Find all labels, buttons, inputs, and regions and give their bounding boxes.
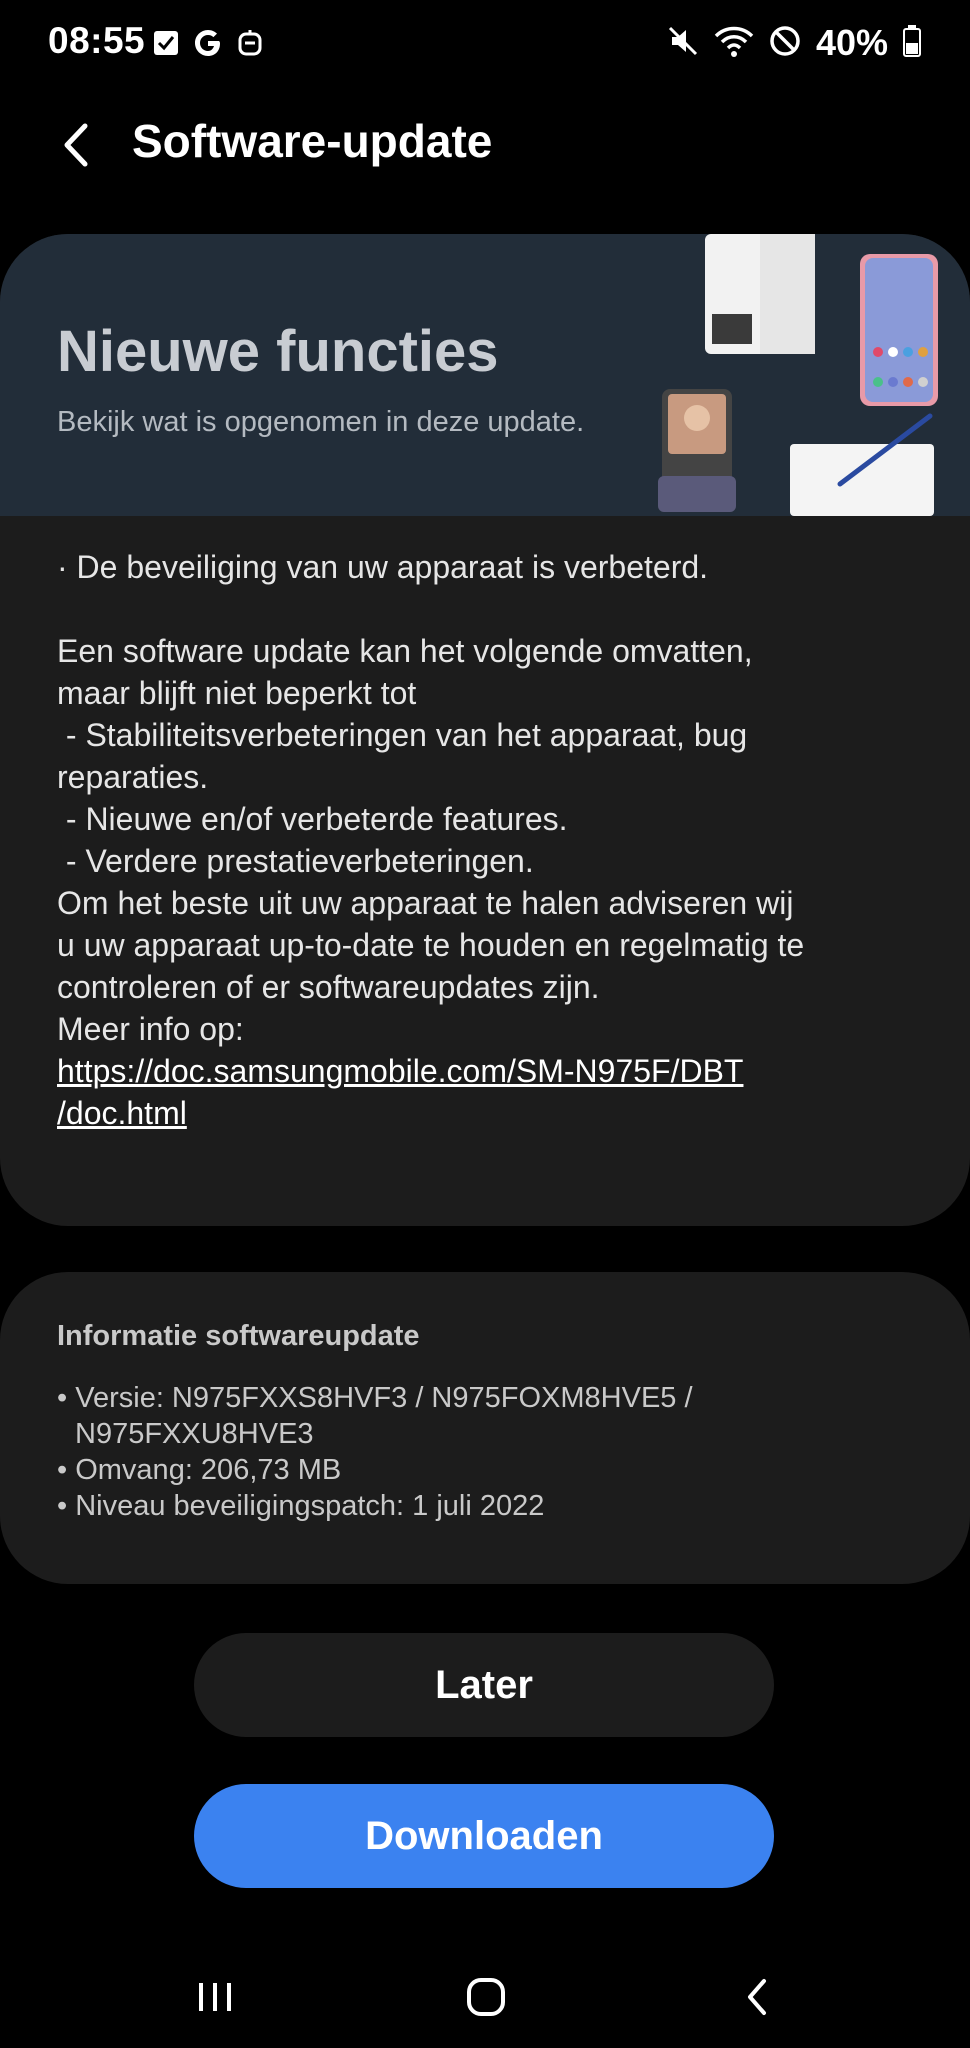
wifi-icon: [714, 24, 754, 63]
update-size: • Omvang: 206,73 MB: [57, 1452, 693, 1488]
mute-icon: [666, 24, 700, 63]
more-info-label: Meer info op:: [57, 1011, 244, 1047]
do-not-disturb-icon: [768, 24, 802, 63]
download-button[interactable]: Downloaden: [194, 1784, 774, 1888]
home-icon: [465, 1976, 507, 2018]
home-button[interactable]: [451, 1962, 521, 2032]
release-notes: [57, 546, 917, 1134]
update-info-list: [57, 1380, 693, 1524]
battery-percentage: 40%: [815, 22, 888, 63]
update-patch-level: • Niveau beveiligingspatch: 1 juli 2022: [57, 1488, 693, 1524]
release-notes-text: · De beveiliging van uw apparaat is verbeterd. Een software update kan het volgende omvatten, maar blijft niet beperkt tot - Stabiliteitsverbeteringen van het apparaat, bug reparaties. - Nieuwe en/of verbeterde features. - Verdere prestatieverbeteringen. Om het beste uit uw apparaat te halen adviseren wij u uw apparaat up-to-date te houden en regelmatig te controleren of er softwareupdates zijn.: [57, 549, 805, 1005]
banner-subtitle: Bekijk wat is opgenomen in deze update.: [57, 406, 585, 438]
page-title: Software-update: [132, 115, 493, 167]
release-notes-card: [0, 234, 970, 1226]
back-button[interactable]: [40, 110, 110, 180]
back-nav-button[interactable]: [722, 1962, 792, 2032]
later-button[interactable]: Later: [194, 1633, 774, 1737]
documentation-link-line2: /doc.html: [57, 1095, 187, 1131]
update-info-title: Informatie softwareupdate: [57, 1320, 420, 1352]
google-icon: [193, 28, 223, 63]
banner-title: Nieuwe functies: [57, 319, 499, 384]
back-nav-icon: [742, 1977, 772, 2017]
status-right-icons: [666, 22, 922, 64]
back-arrow-icon: [57, 120, 93, 170]
update-info-card: [0, 1272, 970, 1584]
update-version-cont: N975FXXU8HVE3: [75, 1418, 314, 1450]
battery-icon: [902, 24, 922, 63]
robot-notification-icon: [237, 28, 263, 63]
update-version-text: Versie: N975FXXS8HVF3 / N975FOXM8HVE5 /: [75, 1382, 693, 1414]
status-left-icons: [153, 28, 263, 63]
recent-apps-icon: [195, 1979, 235, 2015]
checkbox-notification-icon: [153, 29, 179, 62]
recent-apps-button[interactable]: [180, 1962, 250, 2032]
status-bar: [0, 0, 970, 92]
status-time: 08:55: [48, 20, 146, 61]
documentation-link-line1: https://doc.samsungmobile.com/SM-N975F/DBT: [57, 1053, 744, 1089]
documentation-link[interactable]: [57, 1053, 743, 1131]
navigation-bar: [0, 1940, 970, 2048]
update-version: [57, 1380, 693, 1452]
